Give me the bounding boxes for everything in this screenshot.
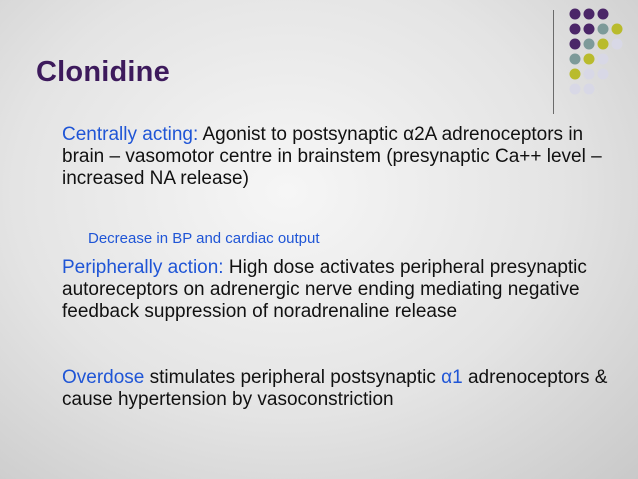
dot [570,54,581,65]
bullet-text-2 [62,257,610,323]
dot [584,84,595,95]
highlight-overdose: Overdose [62,367,145,388]
dot [584,24,595,35]
highlight-peripherally-action: Peripherally action: [62,257,224,278]
highlight-alpha1: α1 [441,367,463,388]
dot [584,69,595,80]
dot [598,54,609,65]
dot [570,24,581,35]
bullet-3-body-b: adrenoceptors & cause hypertension by vasoconstriction [62,367,608,410]
dot [598,9,609,20]
dot [584,39,595,50]
dot [570,69,581,80]
dot [598,39,609,50]
bullet-text-3 [62,367,610,411]
sub-bullet-text-1: Decrease in BP and cardiac output [88,230,320,247]
dot [584,54,595,65]
bullet-3-body-a: stimulates peripheral postsynaptic [144,367,442,388]
dot [570,84,581,95]
dot [570,9,581,20]
bullet-text-1 [62,124,610,190]
slide-title: Clonidine [36,56,170,88]
dot [612,24,623,35]
dot [598,24,609,35]
bullet-2-body: High dose activates peripheral presynaptic autoreceptors on adrenergic nerve ending mediating negative feedback suppression of noradrenaline release [62,257,587,322]
dot [598,69,609,80]
dot [584,9,595,20]
dot [570,39,581,50]
bullet-1-body: Agonist to postsynaptic α2A adrenoceptors in brain – vasomotor centre in brainstem (presynaptic Ca++ level – increased NA release) [62,124,602,189]
dot [612,39,623,50]
title-divider-line [553,10,554,114]
highlight-centrally-acting: Centrally acting: [62,124,199,145]
